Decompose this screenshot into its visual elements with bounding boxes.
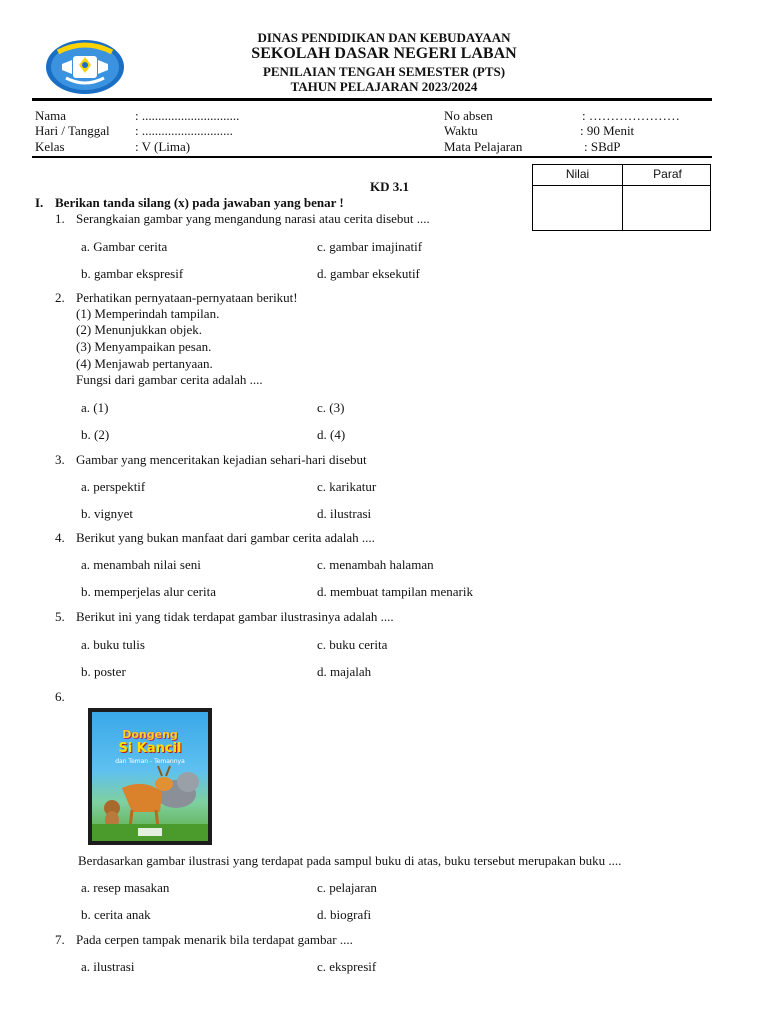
q7-option-c[interactable]: c. ekspresif — [317, 959, 377, 974]
book-cover-image — [88, 708, 212, 845]
header-year: TAHUN PELAJARAN 2023/2024 — [290, 79, 478, 94]
q1-option-b[interactable]: b. gambar ekspresif — [81, 266, 184, 281]
q2-statement: (4) Menjawab pertanyaan. — [76, 356, 213, 371]
deer-illustration-icon — [92, 712, 208, 841]
header-agency: DINAS PENDIDIKAN DAN KEBUDAYAAN — [257, 30, 511, 45]
q2-option-b[interactable]: b. (2) — [81, 427, 110, 442]
q6-option-b[interactable]: b. cerita anak — [81, 907, 151, 922]
nama-label: Nama — [35, 108, 67, 123]
q3-option-b[interactable]: b. vignyet — [81, 506, 133, 521]
book-cover-title: Dongeng — [122, 728, 178, 741]
q4-option-c[interactable]: c. menambah halaman — [317, 557, 434, 572]
q2-statement: (1) Memperindah tampilan. — [76, 306, 220, 321]
q7-text: Pada cerpen tampak menarik bila terdapat gambar .... — [76, 932, 353, 947]
q6-option-a[interactable]: a. resep masakan — [81, 880, 170, 895]
header-school: SEKOLAH DASAR NEGERI LABAN — [251, 45, 517, 62]
q1-option-c[interactable]: c. gambar imajinatif — [317, 239, 423, 254]
q2-statement: (3) Menyampaikan pesan. — [76, 339, 212, 354]
hari-label: Hari / Tanggal — [35, 123, 110, 138]
kelas-label: Kelas — [35, 139, 65, 154]
q4-option-b[interactable]: b. memperjelas alur cerita — [81, 584, 216, 599]
score-box — [532, 164, 711, 231]
q3-option-d[interactable]: d. ilustrasi — [317, 506, 372, 521]
nama-field: : .............................. — [135, 108, 240, 123]
q2-option-d[interactable]: d. (4) — [317, 427, 346, 442]
q2-number: 2. — [55, 290, 65, 305]
q2-question: Fungsi dari gambar cerita adalah .... — [76, 372, 263, 387]
q6-option-c[interactable]: c. pelajaran — [317, 880, 377, 895]
section-number: I. — [35, 195, 44, 210]
q5-option-a[interactable]: a. buku tulis — [81, 637, 145, 652]
kelas-field: : V (Lima) — [135, 139, 191, 154]
book-cover-subtitle: dan Teman - Temannya — [115, 758, 185, 765]
paraf-header: Paraf — [653, 167, 682, 181]
q3-number: 3. — [55, 452, 65, 467]
absen-label: No absen — [444, 108, 493, 123]
absen-field: : ………………… — [582, 108, 680, 123]
q4-text: Berikut yang bukan manfaat dari gambar cerita adalah .... — [76, 530, 375, 545]
q3-option-c[interactable]: c. karikatur — [317, 479, 377, 494]
q2-option-a[interactable]: a. (1) — [81, 400, 109, 415]
q7-option-a[interactable]: a. ilustrasi — [81, 959, 135, 974]
q6-number: 6. — [55, 689, 65, 704]
q2-text: Perhatikan pernyataan-pernyataan berikut! — [76, 290, 298, 305]
q1-option-d[interactable]: d. gambar eksekutif — [317, 266, 420, 281]
hari-field: : ............................ — [135, 123, 233, 138]
q7-number: 7. — [55, 932, 65, 947]
mapel-field: : SBdP — [584, 139, 621, 154]
q1-text: Serangkaian gambar yang mengandung narasi atau cerita disebut .... — [76, 211, 430, 226]
q5-number: 5. — [55, 609, 65, 624]
section-instruction: Berikan tanda silang (x) pada jawaban yang benar ! — [55, 195, 344, 210]
q1-number: 1. — [55, 211, 65, 226]
q3-option-a[interactable]: a. perspektif — [81, 479, 146, 494]
q1-option-a[interactable]: a. Gambar cerita — [81, 239, 168, 254]
nilai-header: Nilai — [565, 167, 590, 181]
q5-text: Berikut ini yang tidak terdapat gambar ilustrasinya adalah .... — [76, 609, 394, 624]
q4-option-d[interactable]: d. membuat tampilan menarik — [317, 584, 473, 599]
q6-text: Berdasarkan gambar ilustrasi yang terdapat pada sampul buku di atas, buku tersebut merupakan buku .... — [78, 853, 622, 868]
identity-rule — [32, 156, 712, 158]
kd-title: KD 3.1 — [370, 179, 409, 194]
q6-option-d[interactable]: d. biografi — [317, 907, 372, 922]
q4-number: 4. — [55, 530, 65, 545]
q2-option-c[interactable]: c. (3) — [317, 400, 345, 415]
book-cover-title-main: Si Kancil — [118, 741, 182, 756]
waktu-label: Waktu — [444, 123, 478, 138]
header-rule — [32, 98, 712, 101]
score-box-header-line — [533, 185, 710, 186]
header-exam: PENILAIAN TENGAH SEMESTER (PTS) — [262, 64, 506, 79]
mapel-label: Mata Pelajaran — [444, 139, 523, 154]
q5-option-d[interactable]: d. majalah — [317, 664, 372, 679]
q5-option-c[interactable]: c. buku cerita — [317, 637, 388, 652]
waktu-field: : 90 Menit — [580, 123, 635, 138]
q3-text: Gambar yang menceritakan kejadian sehari-hari disebut — [76, 452, 367, 467]
q2-statement: (2) Menunjukkan objek. — [76, 322, 203, 337]
q4-option-a[interactable]: a. menambah nilai seni — [81, 557, 201, 572]
q5-option-b[interactable]: b. poster — [81, 664, 126, 679]
